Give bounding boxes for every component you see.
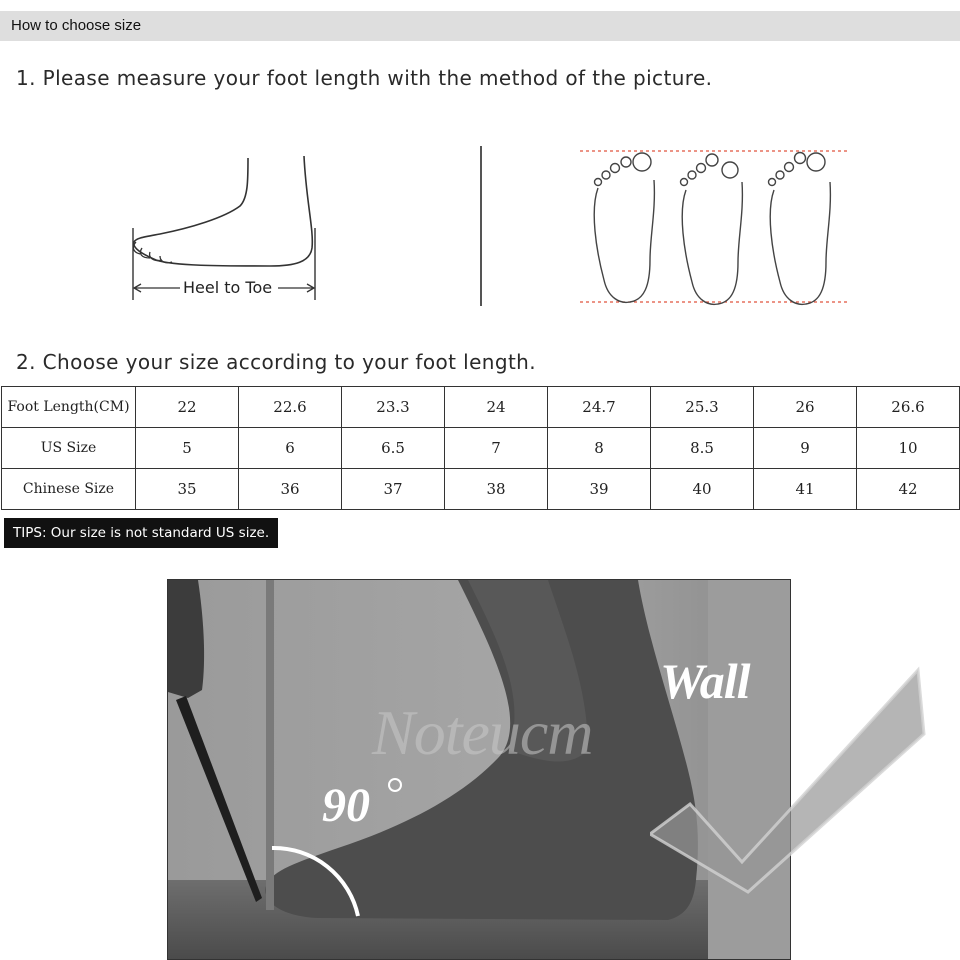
table-cell: 35 — [136, 469, 239, 510]
table-cell: 38 — [445, 469, 548, 510]
row-header: Foot Length(CM) — [2, 387, 136, 428]
section-header — [0, 11, 960, 41]
table-cell: 25.3 — [651, 387, 754, 428]
illustration-divider — [480, 146, 482, 306]
table-cell: 24 — [445, 387, 548, 428]
table-cell: 40 — [651, 469, 754, 510]
table-row — [2, 428, 960, 469]
table-row — [2, 469, 960, 510]
table-cell: 7 — [445, 428, 548, 469]
row-header: Chinese Size — [2, 469, 136, 510]
wall-label: Wall — [660, 653, 750, 709]
section-title: How to choose size — [11, 17, 142, 34]
table-cell: 23.3 — [342, 387, 445, 428]
table-cell: 8.5 — [651, 428, 754, 469]
step-1-instruction: 1. Please measure your foot length with the method of the picture. — [16, 66, 713, 90]
step-2-instruction: 2. Choose your size according to your foot length. — [16, 350, 537, 374]
degree-icon — [388, 778, 402, 792]
table-cell: 24.7 — [548, 387, 651, 428]
table-cell: 41 — [754, 469, 857, 510]
table-cell: 39 — [548, 469, 651, 510]
size-chart-table — [1, 386, 960, 510]
feet-top-illustration — [576, 140, 856, 310]
table-cell: 22 — [136, 387, 239, 428]
table-cell: 26 — [754, 387, 857, 428]
table-cell: 5 — [136, 428, 239, 469]
table-cell: 42 — [857, 469, 960, 510]
table-cell: 9 — [754, 428, 857, 469]
angle-label: 90 — [322, 779, 370, 832]
table-row — [2, 387, 960, 428]
table-cell: 36 — [239, 469, 342, 510]
brand-watermark: Noteucm — [372, 697, 593, 768]
table-cell: 6 — [239, 428, 342, 469]
table-cell: 26.6 — [857, 387, 960, 428]
table-cell: 10 — [857, 428, 960, 469]
heel-to-toe-label: Heel to Toe — [183, 278, 273, 297]
table-cell: 8 — [548, 428, 651, 469]
table-cell: 6.5 — [342, 428, 445, 469]
tips-banner: TIPS: Our size is not standard US size. — [4, 518, 278, 548]
row-header: US Size — [2, 428, 136, 469]
table-cell: 37 — [342, 469, 445, 510]
table-cell: 22.6 — [239, 387, 342, 428]
